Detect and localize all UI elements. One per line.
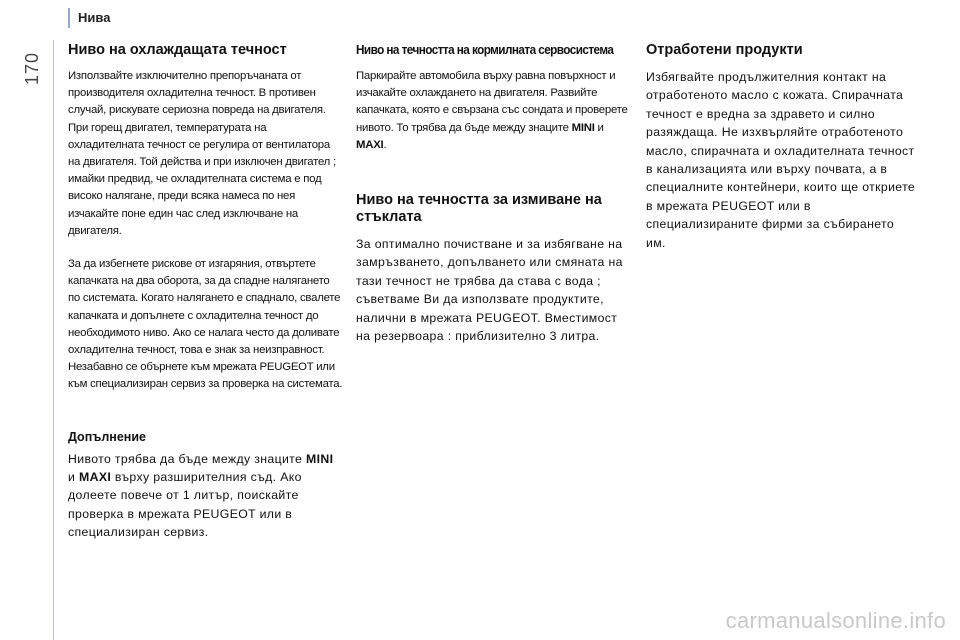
power-steering-text-a: Паркирайте автомобила върху равна повърхност и изчакайте охлаждането на двигателя. Развийте капачката, която е свързана със сондата и проверете нивото. То трябва да бъде между знаците (356, 70, 628, 134)
column-3 (646, 42, 916, 252)
coolant-paragraph-1: Използвайте изключително препоръчаната от производителя охладителна течност. В противен случай, рискувате сериозна повреда на двигателя. При горещ двигател, температурата на охладителната течност се регулира от вентилатора на двигателя. Той действа и при изключен двигател ; имайки предвид, че охладителната система е под високо налягане, преди всяка намеса по нея изчакайте поне един час след изключване на двигателя. (68, 70, 336, 237)
topup-paragraph (68, 450, 344, 542)
power-steering-paragraph (356, 68, 628, 154)
washer-section-title: Ниво на течността за измиване на стъклата (356, 192, 602, 226)
power-steering-max-mark: MAXI (356, 138, 384, 151)
power-steering-end: . (383, 138, 387, 151)
topup-min-mark: MINI (305, 451, 334, 466)
topup-subtitle: Допълнение (68, 429, 146, 444)
header-rule (68, 8, 70, 28)
watermark: carmanualsonline.info (725, 608, 946, 633)
topup-text-a: Нивото трябва да бъде между знаците (68, 451, 306, 466)
side-rule (53, 40, 54, 640)
topup-text-b: върху разширителния съд. Ако долеете повече от 1 литър, поискайте проверка в мрежата PEUGEOT или в специализиран сервиз. (68, 470, 302, 540)
waste-products-section-title: Отработени продукти (646, 42, 803, 58)
topup-max-mark: MAXI (79, 470, 112, 485)
page-number (22, 44, 50, 96)
washer-paragraph: За оптимално почистване и за избягване на замръзването, допълването или смяната на тази течност не трябва да става с вода ; съветваме Ви да използвате продуктите, налични в мрежата PEUGEOT. Вместимост на резервоара : приблизително 3 литра. (356, 237, 623, 344)
column-2 (356, 42, 628, 345)
power-steering-section-title: Ниво на течността на кормилната сервосистема (356, 43, 614, 57)
coolant-section-title: Ниво на охлаждащата течност (68, 42, 287, 58)
column-1 (68, 42, 344, 542)
topup-and: и (68, 470, 79, 485)
power-steering-min-mark: MINI (571, 121, 595, 134)
page-number-text: 170 (22, 51, 43, 86)
header-title: Нива (78, 10, 111, 25)
power-steering-and: и (594, 121, 604, 134)
coolant-paragraph-2: За да избегнете рискове от изгаряния, отвъртете капачката на два оборота, за да спадне налягането по системата. Когато налягането е спаднало, свалете капачката и допълнете с охладителна течност до необходимото ниво. Ако се налага често да доливате охладителна течност, това е знак за неизправност. Незабавно се обърнете към мрежата PEUGEOT или към специализиран сервиз за проверка на системата. (68, 258, 343, 391)
waste-products-paragraph: Избягвайте продължителния контакт на отработеното масло с кожата. Спирачната течност е вредна за здравето и силно разяждаща. Не изхвърляйте отработеното масло, спирачната и охладителната течност в канализацията или върху почвата, а в специалните контейнери, които ще откриете в мрежата PEUGEOT или в специализираните фирми за събирането им. (646, 70, 916, 250)
